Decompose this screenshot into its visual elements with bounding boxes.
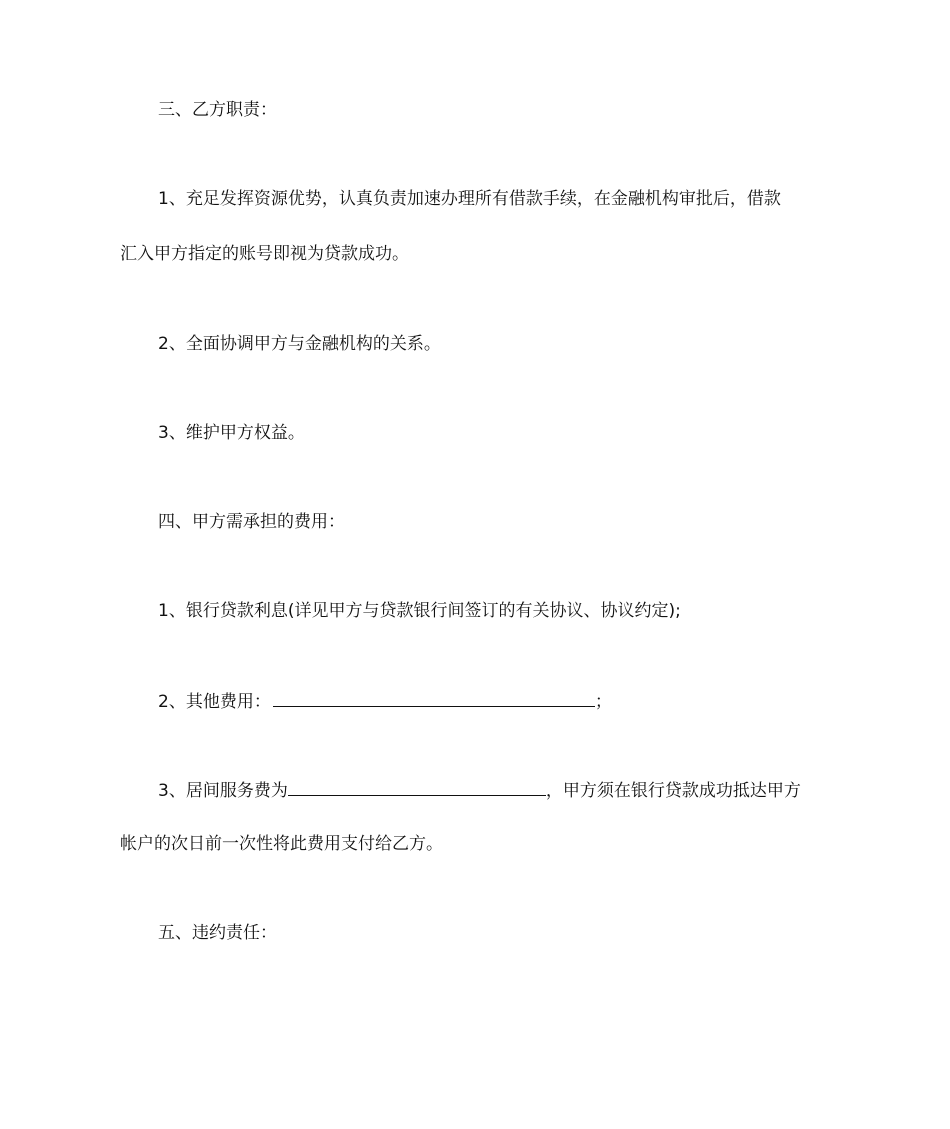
duty-item-3: 3、维护甲方权益。	[158, 423, 305, 443]
fee-item-3-line-1	[158, 777, 838, 803]
fee-item-2-label: 2、其他费用：	[158, 692, 271, 712]
other-fees-blank-line	[273, 688, 595, 707]
duty-item-2: 2、全面协调甲方与金融机构的关系。	[158, 334, 441, 354]
duty-item-1-line-1: 1、充足发挥资源优势，认真负责加速办理所有借款手续，在金融机构审批后，借款	[158, 189, 781, 209]
section-heading-fees: 四、甲方需承担的费用：	[158, 512, 345, 532]
fee-item-2-end: ；	[594, 692, 612, 712]
fee-item-3-line-2: 帐户的次日前一次性将此费用支付给乙方。	[120, 834, 443, 854]
fee-item-2	[158, 688, 838, 714]
fee-item-1: 1、银行贷款利息(详见甲方与贷款银行间签订的有关协议、协议约定);	[158, 601, 681, 621]
fee-item-3-rest: ，甲方须在银行贷款成功抵达甲方	[545, 781, 801, 801]
fee-item-3-label: 3、居间服务费为	[158, 781, 288, 801]
service-fee-blank-line	[288, 777, 546, 796]
duty-item-1-line-2: 汇入甲方指定的账号即视为贷款成功。	[120, 244, 409, 264]
section-heading-liability: 五、违约责任：	[158, 923, 277, 943]
section-heading-duties: 三、乙方职责：	[158, 100, 277, 120]
